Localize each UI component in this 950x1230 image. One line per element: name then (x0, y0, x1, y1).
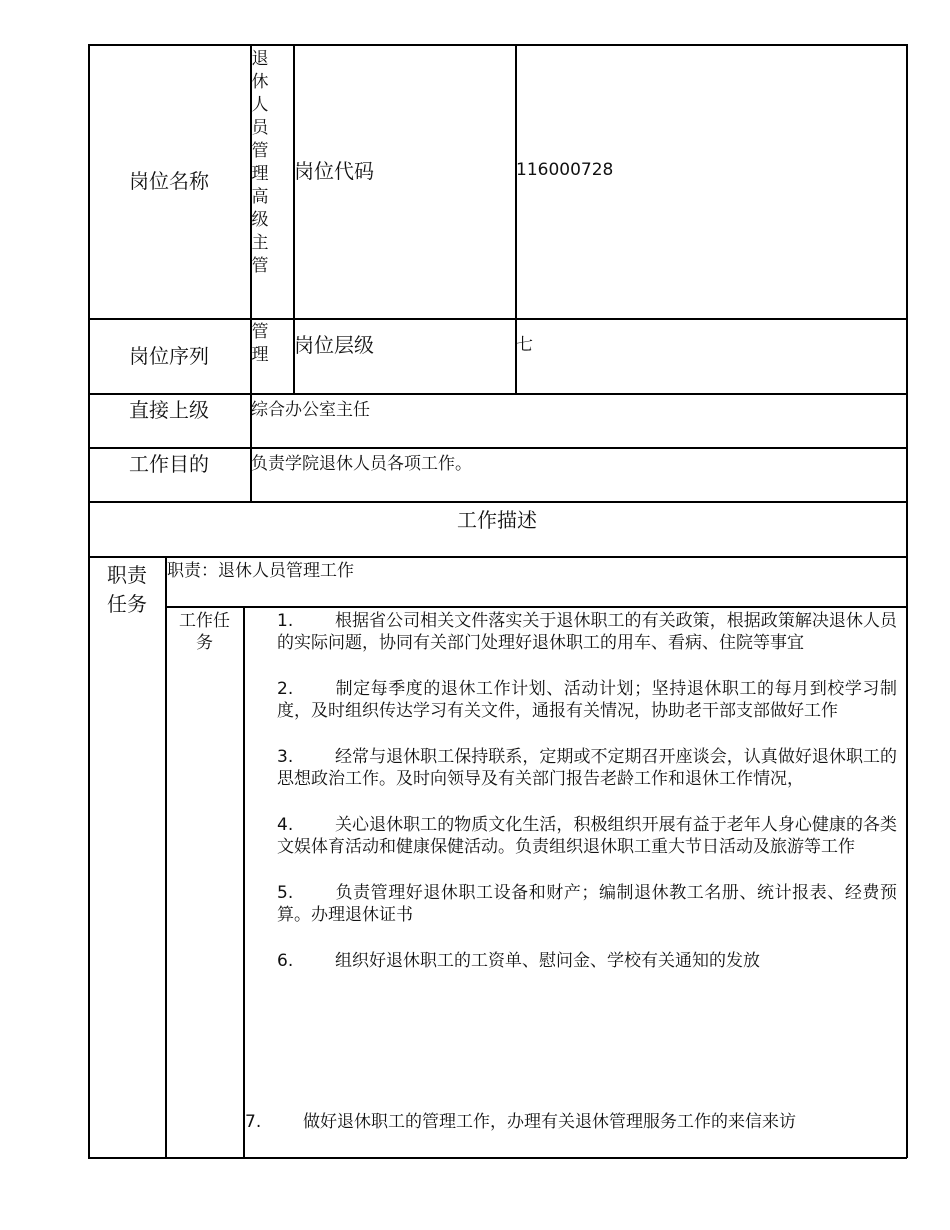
task-number-1: 1. (277, 611, 294, 631)
task-item-4 (277, 814, 897, 858)
task-item-1 (277, 610, 897, 654)
position-series-value-cell (250, 321, 293, 393)
position-name-value: 退休人员管理高级主管 (251, 49, 269, 276)
duty-title-divider (165, 606, 907, 608)
direct-superior-label: 直接上级 (129, 398, 209, 422)
duty-task-label-text: 职责任务 (107, 563, 147, 616)
task-number-5: 5. (277, 883, 294, 903)
position-series-label: 岗位序列 (129, 343, 209, 368)
task-text-3: 经常与退休职工保持联系，定期或不定期召开座谈会，认真做好退休职工的思想政治工作。及时向领导及有关部门报告老龄工作和退休工作情况， (277, 747, 897, 789)
task-item-5 (277, 882, 897, 926)
task-text-2: 制定每季度的退休工作计划、活动计划；坚持退休职工的每月到校学习制度，及时组织传达学习有关文件，通报有关情况，协助老干部支部做好工作 (277, 679, 897, 721)
task-item-7 (245, 1111, 895, 1135)
position-series-value: 管理 (251, 322, 269, 365)
position-name-value-cell (250, 48, 293, 318)
task-item-2 (277, 678, 897, 722)
task-left-divider (243, 606, 245, 1158)
task-number-3: 3. (277, 747, 294, 767)
work-task-label (166, 610, 243, 660)
task-number-2: 2. (277, 679, 294, 699)
task-text-4: 关心退休职工的物质文化生活，积极组织开展有益于老年人身心健康的各类文娱体育活动和健康保健活动。负责组织退休职工重大节日活动及旅游等工作 (277, 815, 897, 857)
tasks-list (277, 610, 897, 1150)
table-right-border (906, 44, 908, 1158)
position-code-label: 岗位代码 (294, 159, 374, 183)
task-number-4: 4. (277, 815, 294, 835)
work-description-title: 工作描述 (457, 508, 537, 532)
position-name-label: 岗位名称 (129, 169, 209, 193)
work-purpose-value: 负责学院退休人员各项工作。 (251, 454, 472, 474)
duty-title: 职责：退休人员管理工作 (167, 561, 354, 581)
task-item-6 (277, 950, 897, 972)
direct-superior-value: 综合办公室主任 (251, 400, 370, 420)
task-text-6: 组织好退休职工的工资单、慰问金、学校有关通知的发放 (335, 951, 760, 971)
position-level-value: 七 (516, 335, 533, 355)
row-divider-5 (88, 556, 907, 558)
task-number-6: 6. (277, 951, 294, 971)
task-text-1: 根据省公司相关文件落实关于退休职工的有关政策，根据政策解决退休人员的实际问题，协同有关部门处理好退休职工的用车、看病、住院等事宜 (277, 611, 897, 653)
work-purpose-label: 工作目的 (129, 452, 209, 476)
position-code-value: 116000728 (516, 160, 614, 180)
row-divider-4 (88, 501, 907, 503)
table-bottom-border (88, 1157, 907, 1159)
work-task-label-text: 工作任务 (179, 611, 230, 653)
task-number-7: 7. (245, 1112, 262, 1132)
task-text-5: 负责管理好退休职工设备和财产；编制退休教工名册、统计报表、经费预算。办理退休证书 (277, 883, 897, 925)
task-item-3 (277, 746, 897, 790)
task-text-7: 做好退休职工的管理工作，办理有关退休管理服务工作的来信来访 (303, 1112, 796, 1132)
position-level-label: 岗位层级 (294, 333, 374, 357)
duty-task-label (98, 561, 156, 621)
